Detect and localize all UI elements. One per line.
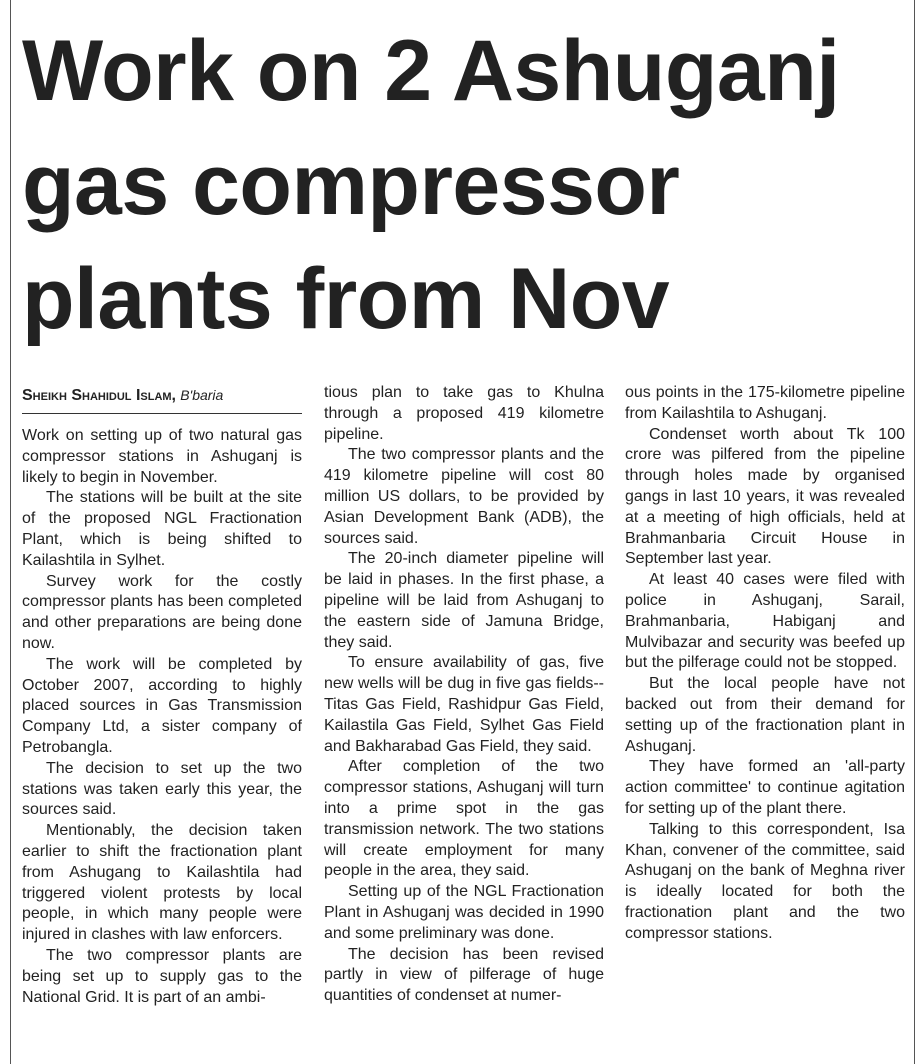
headline	[22, 14, 912, 356]
paragraph: tious plan to take gas to Khulna through a proposed 419 kilometre pipeline.	[324, 384, 604, 443]
paragraph: But the local people have not backed out from their demand for setting up of the fractionation plant in Ashuganj.	[625, 675, 905, 755]
headline-line-2: gas compressor	[22, 137, 680, 233]
headline-line-3: plants from Nov	[22, 251, 670, 347]
paragraph: The stations will be built at the site of the proposed NGL Fractionation Plant, which is being shifted to Kailashtila in Sylhet.	[22, 489, 302, 569]
paragraph: ous points in the 175-kilometre pipeline from Kailashtila to Ashuganj.	[625, 384, 905, 422]
paragraph: The decision has been revised partly in view of pilferage of huge quantities of condenset at numer-	[324, 945, 604, 1005]
article-column-3	[625, 383, 905, 945]
paragraph: They have formed an 'all-party action committee' to continue agitation for setting up of the plant there.	[625, 758, 905, 817]
paragraph: Work on setting up of two natural gas compressor stations in Ashuganj is likely to begin in November.	[22, 427, 302, 486]
byline-author: Sheikh Shahidul Islam,	[22, 387, 177, 404]
paragraph: Setting up of the NGL Fractionation Plant in Ashuganj was decided in 1990 and some preliminary was done.	[324, 883, 604, 942]
paragraph: Talking to this correspondent, Isa Khan, convener of the committee, said Ashuganj on the bank of Meghna river is ideally located for both the fractionation plant and the two compressor stations.	[625, 820, 905, 942]
paragraph: Mentionably, the decision taken earlier to shift the fractionation plant from Ashugang to Kailashtila had triggered violent protests by local people, in which many people were injured in clashes with law enforcers.	[22, 822, 302, 944]
byline-place: B'baria	[180, 387, 224, 403]
paragraph: The decision to set up the two stations was taken early this year, the sources said.	[22, 759, 302, 819]
left-column-rule	[10, 0, 11, 1064]
article-column-1	[22, 386, 302, 1008]
paragraph: The 20-inch diameter pipeline will be laid in phases. In the first phase, a pipeline will be laid from Ashuganj to the eastern side of Jamuna Bridge, they said.	[324, 550, 604, 651]
headline-line-1: Work on 2 Ashuganj	[22, 23, 840, 119]
paragraph: The work will be completed by October 2007, according to highly placed sources in Gas Transmission Company Ltd, a sister company of Petrobangla.	[22, 655, 302, 756]
paragraph: Survey work for the costly compressor plants has been completed and other preparations are being done now.	[22, 572, 302, 652]
paragraph: To ensure availability of gas, five new wells will be dug in five gas fields-- Titas Gas Field, Rashidpur Gas Field, Kailastila Gas Field, Sylhet Gas Field and Bakharabad Gas Field, they said.	[324, 654, 604, 755]
article-column-2	[324, 383, 604, 1007]
paragraph: The two compressor plants are being set up to supply gas to the National Grid. It is part of an ambi-	[22, 946, 302, 1006]
paragraph: The two compressor plants and the 419 kilometre pipeline will cost 80 million US dollars, to be provided by Asian Development Bank (ADB), the sources said.	[324, 446, 604, 547]
right-column-rule	[914, 0, 915, 1064]
byline	[22, 386, 302, 414]
paragraph: After completion of the two compressor stations, Ashuganj will turn into a prime spot in the gas transmission network. The two stations will create employment for many people in the area, they said.	[324, 758, 604, 880]
paragraph: At least 40 cases were filed with police in Ashuganj, Sarail, Brahmanbaria, Habiganj and Mulvibazar and security was beefed up but the pilferage could not be stopped.	[625, 571, 905, 672]
paragraph: Condenset worth about Tk 100 crore was pilfered from the pipeline through holes made by organised gangs in last 10 years, it was revealed at a meeting of high officials, held at Brahmanbaria Circuit House in September last year.	[625, 425, 905, 568]
